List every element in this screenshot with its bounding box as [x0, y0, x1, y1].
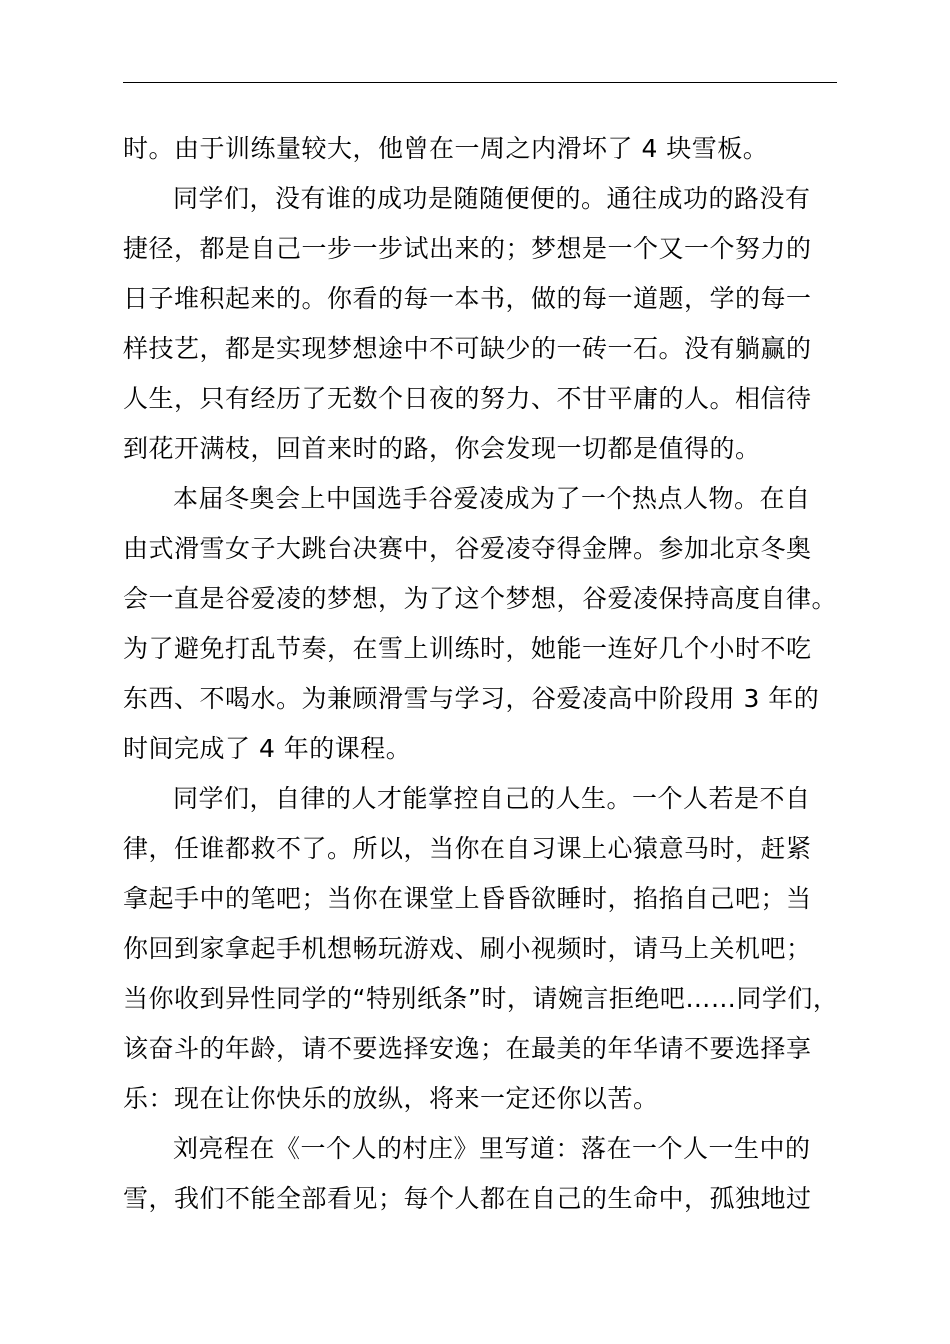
text-line: 由式滑雪女子大跳台决赛中，谷爱凌夺得金牌。参加北京冬奥: [123, 534, 812, 563]
text-line: 拿起手中的笔吧；当你在课堂上昏昏欲睡时，掐掐自己吧；当: [123, 884, 812, 913]
paragraph-first-line: 刘亮程在《一个人的村庄》里写道：落在一个人一生中的: [173, 1134, 811, 1163]
text-line: 捷径，都是自己一步一步试出来的；梦想是一个又一个努力的: [123, 234, 812, 263]
header-rule: [123, 82, 837, 83]
text-line: 会一直是谷爱凌的梦想，为了这个梦想，谷爱凌保持高度自律。: [123, 584, 838, 613]
text-line: 人生，只有经历了无数个日夜的努力、不甘平庸的人。相信待: [123, 384, 812, 413]
paragraph-first-line: 同学们，自律的人才能掌控自己的人生。一个人若是不自: [173, 784, 811, 813]
text-line: 该奋斗的年龄，请不要选择安逸；在最美的年华请不要选择享: [123, 1034, 812, 1063]
text-line: 东西、不喝水。为兼顾滑雪与学习，谷爱凌高中阶段用 3 年的: [123, 684, 820, 713]
paragraph-first-line: 本届冬奥会上中国选手谷爱凌成为了一个热点人物。在自: [173, 484, 811, 513]
text-line: 你回到家拿起手机想畅玩游戏、刷小视频时，请马上关机吧；: [123, 934, 812, 963]
text-line: 到花开满枝，回首来时的路，你会发现一切都是值得的。: [123, 434, 761, 463]
text-line: 当你收到异性同学的“特别纸条”时，请婉言拒绝吧……同学们，: [123, 984, 839, 1013]
text-line: 样技艺，都是实现梦想途中不可缺少的一砖一石。没有躺赢的: [123, 334, 812, 363]
text-line: 雪，我们不能全部看见；每个人都在自己的生命中，孤独地过: [123, 1184, 812, 1213]
paragraph-first-line: 同学们，没有谁的成功是随随便便的。通往成功的路没有: [173, 184, 811, 213]
text-line: 乐：现在让你快乐的放纵，将来一定还你以苦。: [123, 1084, 659, 1113]
text-line: 日子堆积起来的。你看的每一本书，做的每一道题，学的每一: [123, 284, 812, 313]
text-line: 时。由于训练量较大，他曾在一周之内滑坏了 4 块雪板。: [123, 134, 769, 163]
text-line: 为了避免打乱节奏，在雪上训练时，她能一连好几个小时不吃: [123, 634, 812, 663]
text-line: 时间完成了 4 年的课程。: [123, 734, 412, 763]
text-line: 律，任谁都救不了。所以，当你在自习课上心猿意马时，赶紧: [123, 834, 812, 863]
